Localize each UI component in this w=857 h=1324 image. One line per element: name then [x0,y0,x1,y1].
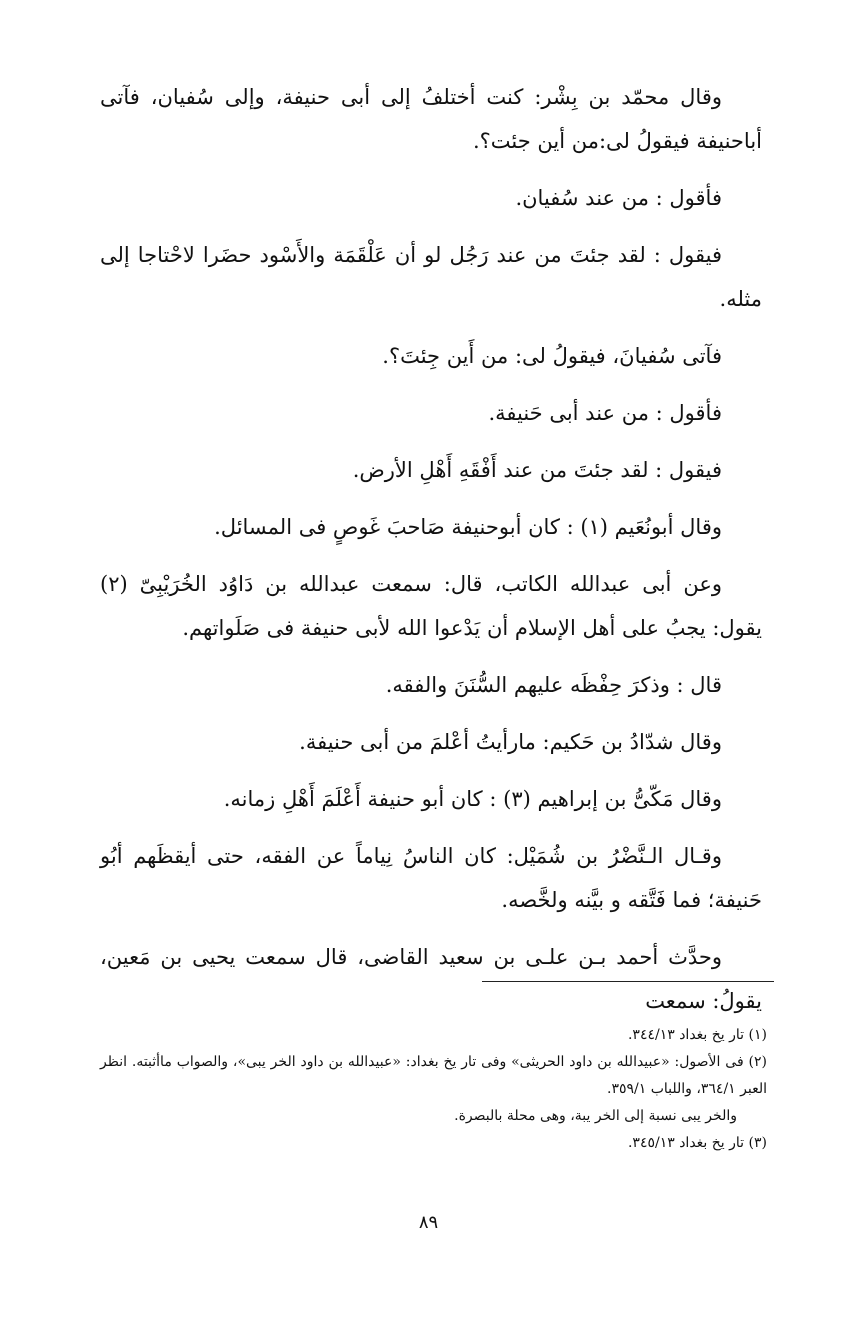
paragraph: وقال مَكّىُّ بن إبراهيم (٣) : كان أبو حنيفة أَعْلَمَ أَهْلِ زمانه. [223,787,722,811]
main-text [100,75,762,1023]
paragraph: وقال أبونُعَيم (١) : كان أبوحنيفة صَاحبَ غَوصٍ فى المسائل. [214,515,722,539]
footnotes [100,1022,767,1157]
paragraph: وحدَّث أحمد بـن علـى بن سعيد القاضى، قال سمعت يحيى بن مَعين، يقولُ: سمعت [100,945,762,1013]
paragraph: وقال محمّد بن بِشْر: كنت أختلفُ إلى أبى حنيفة، وإلى سُفيان، فآتى أباحنيفة فيقولُ لى:من أين جئت؟. [100,85,762,153]
paragraph: قال : وذكرَ حِفْظَه عليهم السُّنَنَ والفقه. [385,673,722,697]
page-number: ٨٩ [418,1212,439,1233]
footnote: (١) تار يخ بغداد ٣٤٤/١٣. [627,1027,767,1043]
paragraph: فيقول : لقد جئتَ من عند رَجُل لو أن عَلْقَمَة والأَسْود حضَرا لاحْتاجا إلى مثله. [100,243,762,311]
footnote-continuation: والخر يبى نسبة إلى الخر يبة، وهى محلة بالبصرة. [454,1108,737,1124]
footnote: (٣) تار يخ بغداد ٣٤٥/١٣. [627,1135,767,1151]
footnote: (٢) فى الأصول: «عبيدالله بن داود الحريثى» وفى تار يخ بغداد: «عبيدالله بن داود الخر يبى»، والصواب ماأثبته. انظر العبر ٣٦٤/١، واللباب ٣٥٩/١. [100,1054,767,1097]
paragraph: فأقول : من عند سُفيان. [515,186,722,210]
paragraph: وعن أبى عبدالله الكاتب، قال: سمعت عبدالله بن دَاوُد الخُرَيْبِىّ (٢) يقول: يجبُ على أهل الإسلام أن يَدْعوا الله لأبى حنيفة فى صَلَواتهم. [100,572,762,640]
footnote-separator [482,981,774,982]
paragraph: وقال شدّادُ بن حَكيم: مارأيتُ أعْلمَ من أبى حنيفة. [299,730,722,754]
paragraph: فأقول : من عند أبى حَنيفة. [488,401,722,425]
paragraph: فيقول : لقد جئتَ من عند أَفْقَهِ أَهْلِ الأرض. [352,458,722,482]
paragraph: وقـال الـنَّضْرُ بن شُمَيْل: كان الناسُ نِياماً عن الفقه، حتى أيقظَهم أبُو حَنيفة؛ فما فَتَّقه و بيَّنه ولخَّصه. [100,844,762,912]
paragraph: فآتى سُفيانَ، فيقولُ لى: من أَين جِئتَ؟. [382,344,722,368]
